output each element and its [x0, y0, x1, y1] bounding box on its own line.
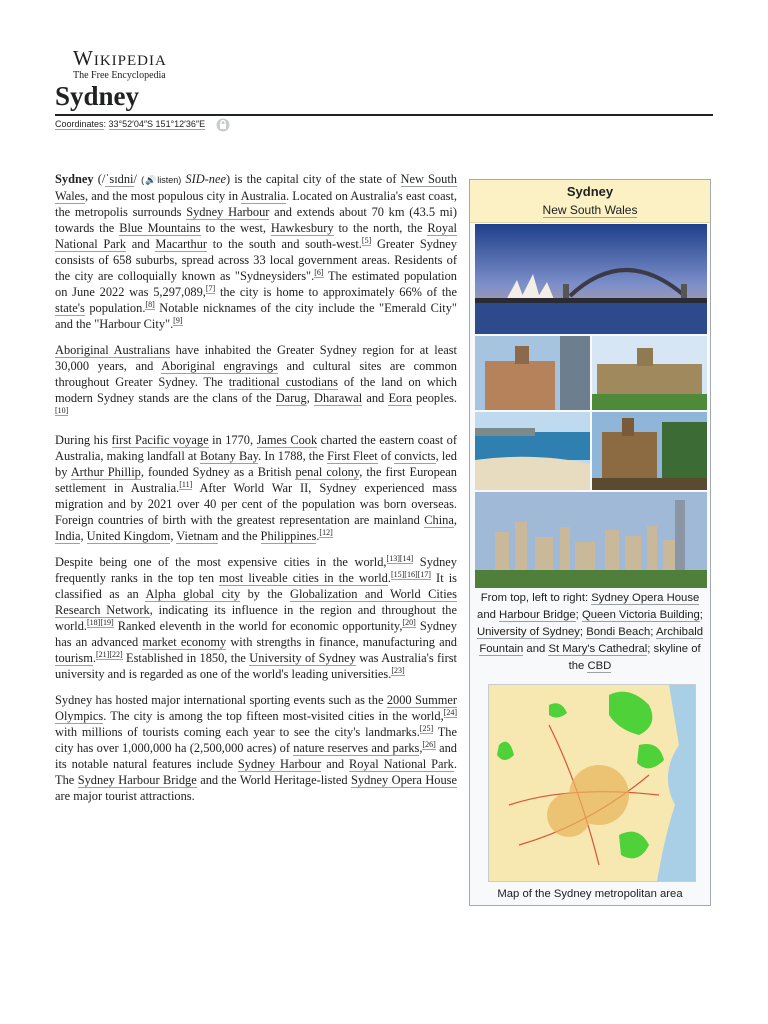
- link-opera-house[interactable]: Sydney Opera House: [351, 773, 457, 787]
- caption-link-qvb[interactable]: Queen Victoria Building: [581, 609, 700, 621]
- ref-link[interactable]: [13][14]: [386, 553, 414, 563]
- logo-wordmark: Wikipedia: [73, 46, 167, 70]
- ref-link[interactable]: [26]: [422, 739, 436, 749]
- infobox-subtitle-link[interactable]: New South Wales: [542, 203, 638, 217]
- speaker-icon: 🔊: [144, 175, 158, 185]
- link-first-pacific-voyage[interactable]: first Pacific voyage: [111, 433, 209, 447]
- caption-link-archibald[interactable]: Archibald Fountain: [479, 626, 704, 655]
- link-convicts[interactable]: convicts: [394, 449, 436, 463]
- ref-link[interactable]: [11]: [179, 479, 193, 489]
- coordinates: Coordinates: 33°52′04″S 151°12′36″E: [55, 117, 230, 132]
- caption-link-opera-house[interactable]: Sydney Opera House: [591, 592, 700, 604]
- caption-link-st-marys[interactable]: St Mary's Cathedral: [548, 643, 648, 655]
- respelling: SID-nee: [185, 172, 226, 186]
- link-most-liveable-cities[interactable]: most liveable cities in the world: [219, 571, 388, 585]
- article-body: [55, 171, 457, 814]
- wikipedia-logo[interactable]: [73, 48, 167, 82]
- ref-link[interactable]: [6]: [314, 267, 324, 277]
- link-alpha-global-city[interactable]: Alpha global city: [145, 587, 241, 601]
- link-aboriginal-australians[interactable]: Aboriginal Australians: [55, 343, 171, 357]
- link-philippines[interactable]: Philippines: [260, 529, 317, 543]
- bondi-photo[interactable]: [475, 412, 590, 490]
- link-market-economy[interactable]: market economy: [142, 635, 227, 649]
- link-blue-mountains[interactable]: Blue Mountains: [119, 221, 201, 235]
- infobox: [469, 179, 711, 906]
- opera-house-photo[interactable]: [475, 224, 707, 334]
- link-tourism[interactable]: tourism: [55, 651, 93, 665]
- link-2000-summer-olympics[interactable]: 2000 Summer Olympics: [55, 693, 457, 723]
- link-nsw[interactable]: New South Wales: [55, 172, 457, 203]
- map-caption: Map of the Sydney metropolitan area: [497, 888, 683, 900]
- ref-link[interactable]: [5]: [361, 235, 372, 245]
- link-nature-reserves[interactable]: nature reserves and parks: [293, 741, 420, 755]
- ref-link[interactable]: [25]: [419, 723, 434, 733]
- link-aboriginal-engravings[interactable]: Aboriginal engravings: [161, 359, 278, 373]
- link-australia[interactable]: Australia: [240, 189, 286, 203]
- listen-link[interactable]: (🔊listen): [141, 175, 182, 185]
- link-arthur-phillip[interactable]: Arthur Phillip: [70, 465, 141, 479]
- link-first-fleet[interactable]: First Fleet: [327, 449, 378, 463]
- paragraph-history-colonial: During his first Pacific voyage in 1770, James Cook charted the eastern coast of Australia, making landfall at Botany Bay. In 1788, the First Fleet of convicts, led by Arthur Phillip, founded Sydney as a British penal colony, the first European settlement in Australia.[11] After World War II, Sydney experienced mass migration and by 2021 over 40 per cent of the population was born overseas. Foreign countries of birth with the greatest representation are mainland China, India, United Kingdom, Vietnam and the Philippines.[12]: [55, 433, 458, 543]
- paragraph-tourism: Sydney has hosted major international sporting events such as the 2000 Summer Olympics. The city is among the top fifteen most-visited cities in the world,[24] with millions of tourists coming each year to see the city's landmarks.[25] The city has over 1,000,000 ha (2,500,000 acres) of nature reserves and parks,[26] and its notable natural features include Sydney Harbour and Royal National Park. The Sydney Harbour Bridge and the World Heritage-listed Sydney Opera House are major tourist attractions.: [55, 693, 458, 803]
- montage-caption: From top, left to right: Sydney Opera House and Harbour Bridge; Queen Victoria Building; University of Sydney; Bondi Beach; Archibald Fountain and St Mary's Cathedral; skyline of the CBD: [476, 592, 704, 672]
- link-macarthur[interactable]: Macarthur: [155, 237, 208, 251]
- lock-icon: [216, 118, 230, 132]
- ref-link[interactable]: [8]: [145, 299, 155, 309]
- link-hawkesbury[interactable]: Hawkesbury: [270, 221, 334, 235]
- link-sydney-harbour[interactable]: Sydney Harbour: [237, 757, 322, 771]
- caption-link-bondi[interactable]: Bondi Beach: [586, 626, 651, 638]
- link-india[interactable]: India: [55, 529, 81, 543]
- page-title: Sydney: [55, 80, 713, 116]
- caption-link-university[interactable]: University of Sydney: [476, 626, 580, 638]
- paragraph-intro: Sydney (/ˈsɪdni/ (🔊listen) SID-nee) is the capital city of the state of New South Wales, and the most populous city in Australia. Located on Australia's east coast, the metropolis surrounds Sydney Harbour and extends about 70 km (43.5 mi) towards the Blue Mountains to the west, Hawkesbury to the north, the Royal National Park and Macarthur to the south and south-west.[5] Greater Sydney consists of 658 suburbs, spread across 33 local government areas. Residents of the city are colloquially known as "Sydneysiders".[6] The estimated population on June 2022 was 5,297,089,[7] the city is home to approximately 66% of the state's population.[8] Notable nicknames of the city include the "Emerald City" and the "Harbour City".[9]: [55, 172, 457, 331]
- metro-map[interactable]: [488, 684, 696, 882]
- link-royal-national-park[interactable]: Royal National Park: [349, 757, 454, 771]
- link-university-of-sydney[interactable]: University of Sydney: [249, 651, 356, 665]
- link-dharawal[interactable]: Dharawal: [314, 391, 363, 405]
- caption-link-cbd[interactable]: CBD: [587, 660, 612, 672]
- paragraph-economy: Despite being one of the most expensive cities in the world,[13][14] Sydney frequently ranks in the top ten most liveable cities in the world.[15][16][17] It is classified as an Alpha global city by the Globalization and World Cities Research Network, indicating its influence in the region and throughout the world.[18][19] Ranked eleventh in the world for economic opportunity,[20] Sydney has an advanced market economy with strengths in finance, manufacturing and tourism.[21][22] Established in 1850, the University of Sydney was Australia's first university and is regarded as one of the world's leading universities.[23]: [55, 553, 458, 681]
- ref-link[interactable]: [10]: [55, 405, 69, 415]
- link-gawc[interactable]: Globalization and World Cities Research Network: [55, 587, 457, 617]
- link-eora[interactable]: Eora: [388, 391, 412, 405]
- link-penal-colony[interactable]: penal colony: [295, 465, 360, 479]
- ref-link[interactable]: [18][19]: [87, 617, 114, 627]
- link-united-kingdom[interactable]: United Kingdom: [86, 529, 171, 543]
- ref-link[interactable]: [24]: [443, 707, 457, 717]
- ref-link[interactable]: [23]: [391, 665, 405, 675]
- ref-link[interactable]: [12]: [319, 527, 333, 537]
- qvb-photo[interactable]: [475, 336, 590, 410]
- link-james-cook[interactable]: James Cook: [256, 433, 318, 447]
- link-darug[interactable]: Darug: [275, 391, 307, 405]
- paragraph-history-aboriginal: Aboriginal Australians have inhabited the Greater Sydney region for at least 30,000 years, and Aboriginal engravings and cultural sites are common throughout Greater Sydney. The traditional custodians of the land on which modern Sydney stands are the clans of the Darug, Dharawal and Eora peoples.[10]: [55, 343, 457, 415]
- ref-link[interactable]: [15][16][17]: [390, 569, 431, 579]
- link-china[interactable]: China: [424, 513, 454, 527]
- link-traditional-custodians[interactable]: traditional custodians: [228, 375, 338, 389]
- link-vietnam[interactable]: Vietnam: [176, 529, 219, 543]
- coordinates-label[interactable]: Coordinates: [55, 119, 104, 129]
- ref-link[interactable]: [7]: [205, 283, 216, 293]
- university-photo[interactable]: [592, 336, 707, 410]
- link-harbour-bridge[interactable]: Sydney Harbour Bridge: [77, 773, 197, 787]
- logo-tagline: The Free Encyclopedia: [73, 70, 166, 81]
- cbd-skyline-photo[interactable]: [475, 492, 707, 588]
- ref-link[interactable]: [20]: [402, 617, 416, 627]
- link-royal-national-park[interactable]: Royal National Park: [55, 221, 457, 251]
- infobox-title: Sydney: [566, 184, 614, 199]
- infobox-header: [470, 180, 710, 223]
- ipa-link[interactable]: ˈsɪdni: [105, 172, 134, 186]
- link-botany-bay[interactable]: Botany Bay: [200, 449, 259, 463]
- link-state[interactable]: state's: [55, 301, 85, 315]
- caption-link-harbour-bridge[interactable]: Harbour Bridge: [499, 609, 576, 621]
- bold-term: Sydney: [55, 172, 94, 186]
- ref-link[interactable]: [9]: [173, 315, 183, 325]
- ref-link[interactable]: [21][22]: [95, 649, 123, 659]
- link-sydney-harbour[interactable]: Sydney Harbour: [186, 205, 270, 219]
- coordinates-value[interactable]: 33°52′04″S 151°12′36″E: [108, 119, 206, 129]
- cathedral-photo[interactable]: [592, 412, 707, 490]
